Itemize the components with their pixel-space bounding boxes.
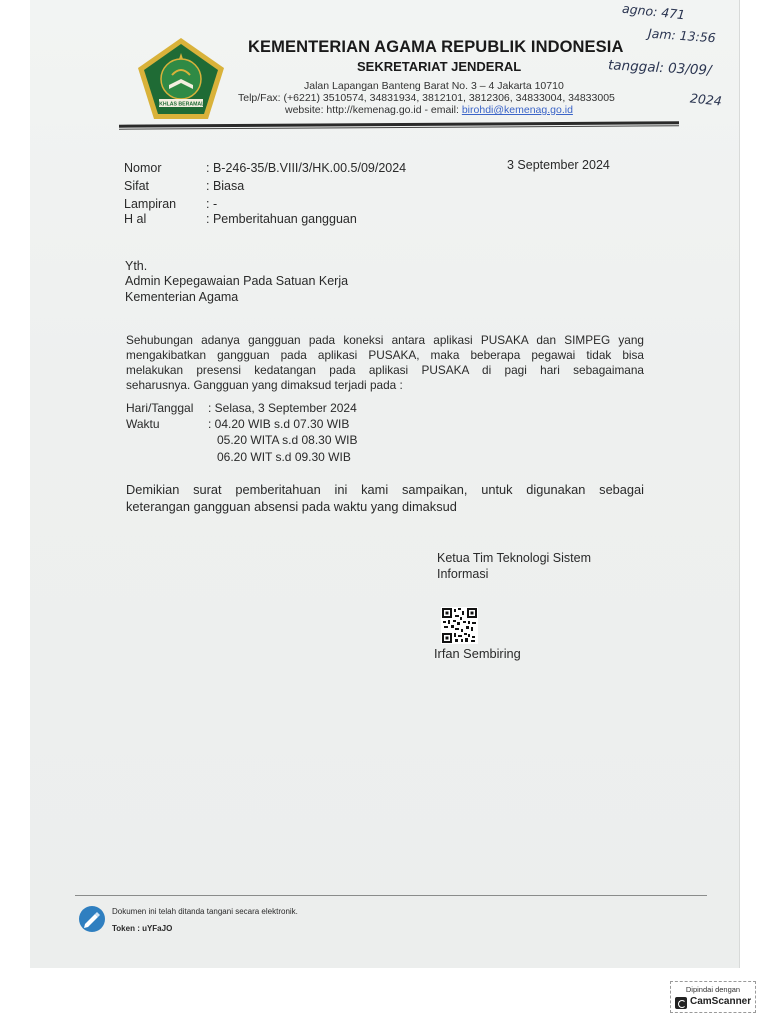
nomor-value: : B-246-35/B.VIII/3/HK.00.5/09/2024 — [206, 161, 407, 175]
signer-name: Irfan Sembiring — [434, 646, 521, 661]
signer-title-1: Ketua Tim Teknologi Sistem — [437, 551, 592, 565]
e-signature-icon — [78, 905, 106, 933]
sifat-row — [124, 179, 244, 193]
signer-title-2: Informasi — [437, 567, 489, 581]
division-name: SEKRETARIAT JENDERAL — [357, 59, 522, 74]
office-phone: Telp/Fax: (+6221) 3510574, 34831934, 3812101, 3812306, 34833004, 34833005 — [238, 92, 615, 104]
recipient-line-1: Admin Kepegawaian Pada Satuan Kerja — [125, 274, 349, 288]
closing-line: keterangan gangguan absensi pada waktu yang dimaksud — [126, 499, 457, 514]
sifat-label: Sifat — [124, 179, 150, 193]
camscanner-icon — [675, 997, 687, 1009]
body-line: Sehubungan adanya gangguan pada koneksi antara aplikasi PUSAKA dan SIMPEG yang — [126, 333, 644, 347]
recipient-line-2: Kementerian Agama — [125, 290, 239, 304]
camscanner-brand: CamScanner — [690, 996, 752, 1007]
handwritten-agno: agno: 471 — [621, 0, 686, 23]
office-web — [285, 104, 573, 116]
footer-divider — [75, 895, 707, 896]
hal-label: H al — [124, 212, 147, 226]
day-value: : Selasa, 3 September 2024 — [208, 401, 357, 415]
body-paragraph — [126, 333, 644, 393]
body-line: melakukan presensi kedatangan pada aplikasi PUSAKA di pagi hari sebagaimana — [126, 363, 644, 377]
time-wib: : 04.20 WIB s.d 07.30 WIB — [208, 417, 350, 431]
office-address: Jalan Lapangan Banteng Barat No. 3 – 4 Jakarta 10710 — [304, 80, 564, 92]
time-wita: 05.20 WITA s.d 08.30 WIB — [217, 433, 358, 447]
nomor-label: Nomor — [124, 161, 162, 175]
day-label: Hari/Tanggal — [126, 401, 194, 415]
camscanner-caption: Dipindai dengan — [685, 985, 741, 994]
salutation: Yth. — [125, 259, 148, 273]
lampiran-label: Lampiran — [124, 197, 177, 211]
lampiran-row — [124, 197, 217, 211]
closing-line: Demikian surat pemberitahuan ini kami sampaikan, untuk digunakan sebagai — [126, 482, 644, 497]
e-signature-note: Dokumen ini telah ditanda tangani secara elektronik. — [112, 907, 298, 916]
institution-name: KEMENTERIAN AGAMA REPUBLIK INDONESIA — [248, 38, 624, 56]
kemenag-logo — [134, 35, 228, 123]
hal-row — [124, 212, 357, 226]
body-line: mengakibatkan gangguan pada aplikasi PUSAKA, maka beberapa pegawai tidak bisa — [126, 348, 644, 362]
closing-paragraph — [126, 481, 644, 515]
time-wit: 06.20 WIT s.d 09.30 WIB — [217, 450, 351, 464]
website-text: website: http://kemenag.go.id - email: — [285, 104, 462, 116]
hal-value: : Pemberitahuan gangguan — [206, 212, 357, 226]
handwritten-tanggal: tanggal: 03/09/ — [607, 57, 712, 79]
camscanner-badge — [670, 981, 756, 1013]
body-line: seharusnya. Gangguan yang dimaksud terjadi pada : — [126, 378, 403, 392]
document-token: Token : uYFaJO — [112, 924, 173, 933]
email-link[interactable]: birohdi@kemenag.go.id — [461, 104, 573, 116]
letter-date: 3 September 2024 — [507, 158, 610, 172]
signature-qr-code — [441, 607, 478, 644]
handwritten-year: 2024 — [689, 90, 723, 109]
time-label: Waktu — [126, 417, 160, 431]
nomor-row — [124, 161, 406, 175]
lampiran-value: : - — [206, 197, 218, 211]
handwritten-jam: Jam: 13:56 — [647, 25, 717, 46]
sifat-value: : Biasa — [206, 179, 245, 193]
logo-motto: IKHLAS BERAMAL — [157, 101, 205, 108]
